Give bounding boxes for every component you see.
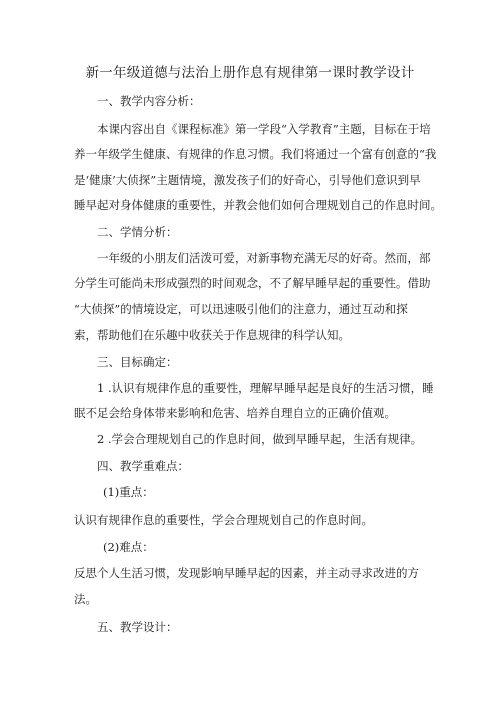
document-title: 新一年级道德与法治上册作息有规律第一课时教学设计 [85, 65, 415, 81]
paragraph-line: 反思个人生活习惯，发现影响早睡早起的因素，并主动寻求改进的方 [74, 566, 419, 580]
paragraph-line: 法。 [74, 592, 97, 606]
paragraph-line: 睡早起对身体健康的重要性，并教会他们如何合理规划自己的作息时间。 [74, 198, 442, 212]
section-heading-objectives: 三、目标确定： [97, 355, 178, 369]
subheading-key-point: (1)重点： [103, 485, 154, 499]
paragraph-line: 本课内容出自《课程标准》第一学段“入学教育”主题，目标在于培 [97, 122, 431, 136]
paragraph-line: 认识有规律作息的重要性，学会合理规划自己的作息时间。 [74, 513, 373, 527]
subheading-difficulty: (2)难点： [103, 540, 154, 554]
section-heading-student-analysis: 二、学情分析： [97, 225, 178, 239]
paragraph-line: 一年级的小朋友们活泼可爱，对新事物充满无尽的好奇。然而，部 [97, 251, 431, 265]
section-heading-content-analysis: 一、教学内容分析： [97, 94, 201, 108]
paragraph-line: 养一年级学生健康、有规律的作息习惯。我们将通过一个富有创意的“我 [74, 147, 437, 161]
objective-line: 眠不足会给身体带来影响和危害、培养自理自立的正确价值观。 [74, 406, 396, 420]
objective-line: 1 .认识有规律作息的重要性，理解早睡早起是良好的生活习惯，睡 [97, 381, 434, 395]
section-heading-teaching-design: 五、教学设计： [97, 620, 178, 634]
section-heading-key-points: 四、教学重难点： [97, 459, 189, 473]
objective-line: 2 .学会合理规划自己的作息时间，做到早睡早起，生活有规律。 [97, 432, 423, 446]
paragraph-line: 分学生可能尚未形成强烈的时间观念，不了解早睡早起的重要性。借助 [74, 276, 431, 290]
paragraph-line: “大侦探”的情境设定，可以迅速吸引他们的注意力，通过互动和探 [74, 302, 408, 316]
paragraph-line: 是‘健康’大侦探”主题情境，激发孩子们的好奇心，引导他们意识到早 [74, 173, 421, 187]
paragraph-line: 索，帮助他们在乐趣中收获关于作息规律的科学认知。 [74, 328, 350, 342]
